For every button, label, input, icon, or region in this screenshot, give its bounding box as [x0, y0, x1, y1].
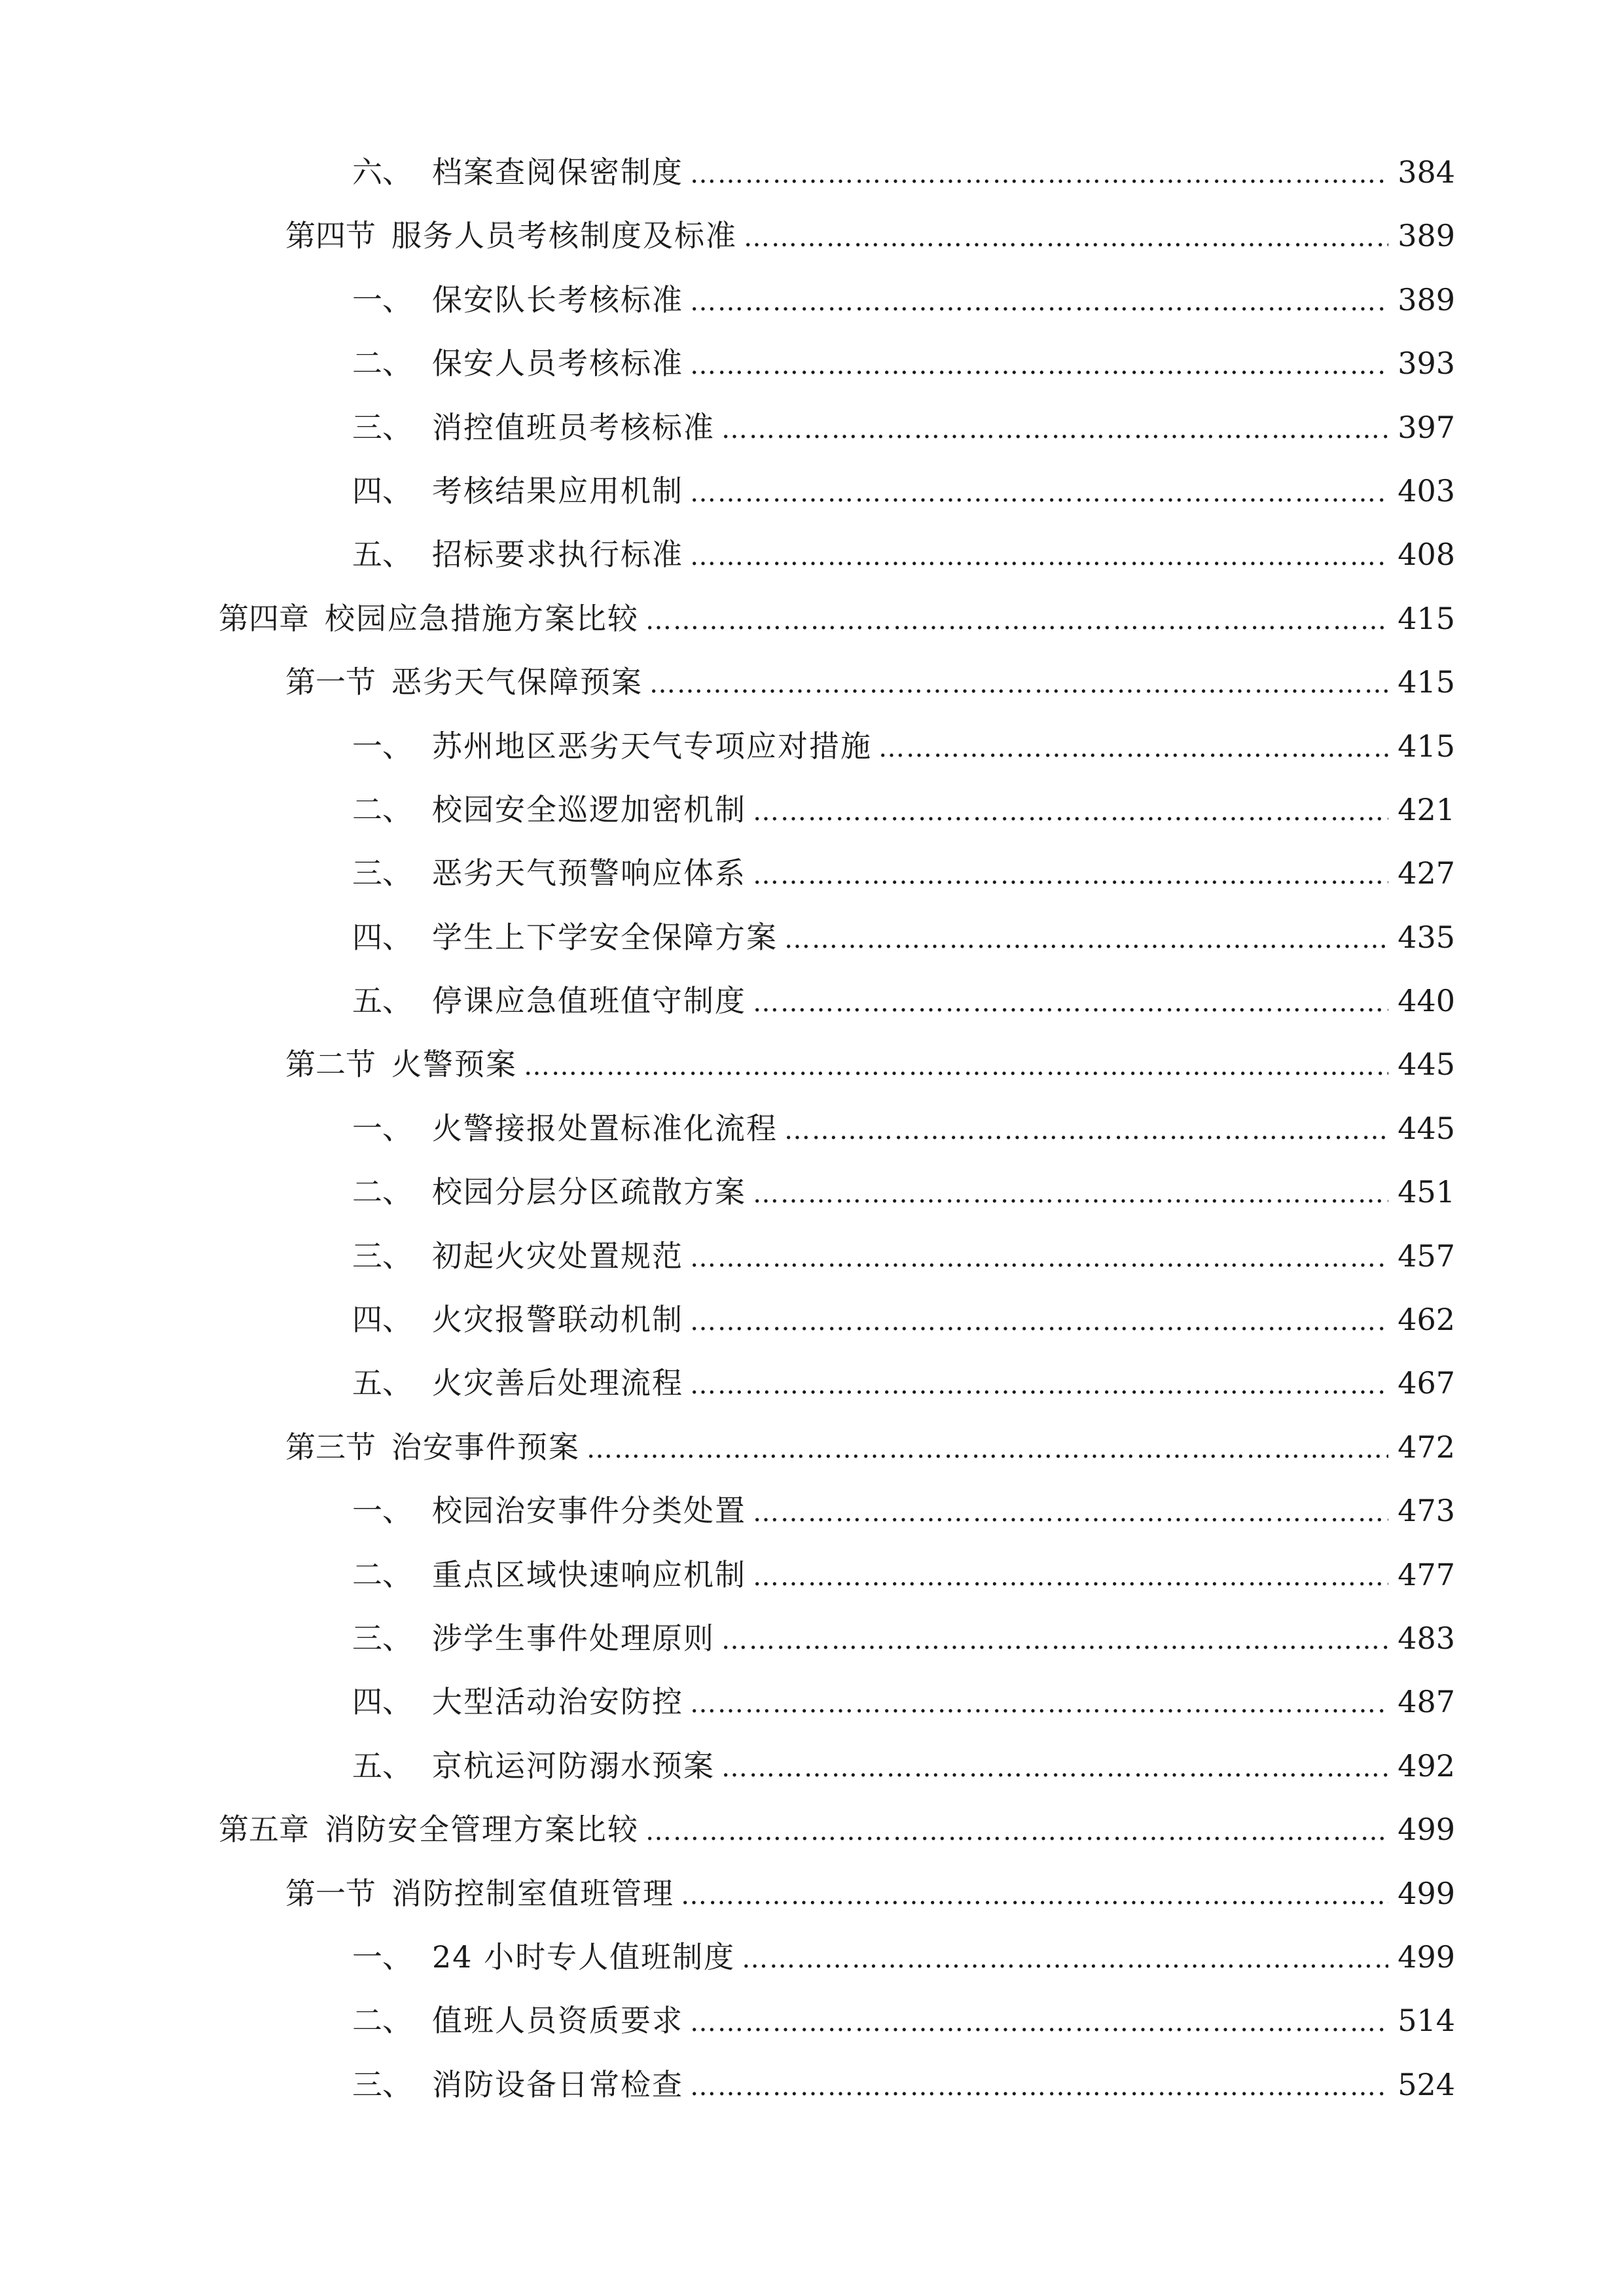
toc-entry-level-3[interactable]	[0, 396, 1624, 459]
toc-entry-level-3[interactable]	[0, 1225, 1624, 1288]
toc-dot-leader	[742, 1928, 1388, 1991]
toc-entry-number: 三、	[352, 1620, 412, 1656]
toc-entry-title: 火灾报警联动机制	[432, 1302, 683, 1338]
toc-entry-level-3[interactable]	[0, 906, 1624, 969]
toc-entry-number: 三、	[352, 2066, 412, 2102]
toc-entry-level-3[interactable]	[0, 332, 1624, 395]
toc-entry-number: 第五章	[219, 1812, 309, 1848]
toc-entry-level-3[interactable]	[0, 2053, 1624, 2117]
toc-entry-page-number: 451	[1398, 1174, 1455, 1210]
toc-entry-number: 一、	[352, 1493, 412, 1529]
toc-entry-title: 苏州地区恶劣天气专项应对措施	[432, 728, 872, 764]
toc-entry-number: 一、	[352, 728, 412, 764]
toc-entry-number: 三、	[352, 1238, 412, 1274]
toc-entry-level-1[interactable]	[0, 1798, 1624, 1861]
toc-dot-leader	[721, 1736, 1388, 1800]
toc-entry-page-number: 462	[1398, 1302, 1455, 1338]
toc-entry-level-3[interactable]	[0, 1989, 1624, 2053]
toc-entry-level-2[interactable]	[0, 651, 1624, 714]
toc-entry-number: 第二节	[285, 1047, 376, 1083]
toc-entry-number: 四、	[352, 919, 412, 955]
toc-dot-leader	[690, 1672, 1388, 1736]
toc-entry-number: 二、	[352, 1556, 412, 1592]
toc-entry-page-number: 473	[1398, 1493, 1455, 1529]
toc-entry-page-number: 415	[1398, 600, 1455, 636]
toc-entry-title: 校园分层分区疏散方案	[432, 1174, 746, 1210]
toc-entry-title: 24 小时专人值班制度	[432, 1939, 736, 1975]
toc-dot-leader	[753, 780, 1388, 844]
toc-dot-leader	[753, 1162, 1388, 1226]
toc-entry-level-3[interactable]	[0, 969, 1624, 1033]
toc-entry-page-number: 445	[1398, 1110, 1455, 1146]
toc-entry-title: 恶劣天气预警响应体系	[432, 855, 746, 891]
toc-entry-title: 大型活动治安防控	[432, 1684, 683, 1720]
toc-entry-page-number: 415	[1398, 728, 1455, 764]
toc-entry-title: 服务人员考核制度及标准	[391, 218, 737, 254]
toc-entry-page-number: 384	[1398, 154, 1455, 190]
toc-entry-number: 五、	[352, 537, 412, 573]
toc-entry-level-3[interactable]	[0, 141, 1624, 204]
toc-entry-title: 档案查阅保密制度	[432, 154, 683, 190]
toc-entry-level-2[interactable]	[0, 1862, 1624, 1926]
toc-entry-level-3[interactable]	[0, 778, 1624, 842]
toc-entry-title: 消控值班员考核标准	[432, 409, 715, 445]
toc-entry-level-3[interactable]	[0, 1479, 1624, 1543]
toc-dot-leader	[753, 1545, 1388, 1609]
toc-entry-page-number: 389	[1398, 218, 1455, 254]
toc-entry-level-3[interactable]	[0, 1288, 1624, 1352]
toc-entry-title: 考核结果应用机制	[432, 473, 683, 509]
toc-dot-leader	[690, 2055, 1388, 2119]
toc-dot-leader	[524, 1035, 1388, 1098]
toc-entry-level-3[interactable]	[0, 1607, 1624, 1670]
toc-dot-leader	[784, 908, 1388, 971]
toc-dot-leader	[690, 1991, 1388, 2054]
toc-dot-leader	[645, 589, 1388, 653]
toc-entry-number: 五、	[352, 1365, 412, 1401]
toc-entry-level-3[interactable]	[0, 459, 1624, 523]
toc-entry-number: 五、	[352, 983, 412, 1019]
toc-entry-page-number: 487	[1398, 1684, 1455, 1720]
toc-dot-leader	[690, 1227, 1388, 1290]
toc-entry-title: 重点区域快速响应机制	[432, 1556, 746, 1592]
toc-entry-number: 二、	[352, 1174, 412, 1210]
toc-entry-number: 四、	[352, 473, 412, 509]
toc-entry-number: 三、	[352, 855, 412, 891]
toc-entry-level-3[interactable]	[0, 1543, 1624, 1607]
toc-dot-leader	[753, 1481, 1388, 1545]
toc-entry-level-3[interactable]	[0, 842, 1624, 905]
toc-entry-title: 京杭运河防溺水预案	[432, 1748, 715, 1784]
toc-entry-level-3[interactable]	[0, 1352, 1624, 1415]
toc-entry-title: 校园应急措施方案比较	[325, 600, 639, 636]
toc-dot-leader	[645, 1800, 1388, 1863]
toc-dot-leader	[784, 1099, 1388, 1162]
toc-entry-number: 第一节	[285, 1875, 376, 1911]
toc-entry-title: 火警接报处置标准化流程	[432, 1110, 778, 1146]
toc-entry-page-number: 415	[1398, 664, 1455, 700]
toc-entry-number: 二、	[352, 2003, 412, 2039]
toc-dot-leader	[690, 1290, 1388, 1354]
toc-dot-leader	[690, 270, 1388, 334]
toc-entry-page-number: 492	[1398, 1748, 1455, 1784]
toc-entry-number: 第三节	[285, 1429, 376, 1465]
toc-entry-page-number: 408	[1398, 537, 1455, 573]
toc-dot-leader	[586, 1418, 1388, 1481]
toc-entry-level-2[interactable]	[0, 1416, 1624, 1479]
toc-entry-level-3[interactable]	[0, 715, 1624, 778]
toc-entry-number: 二、	[352, 346, 412, 382]
toc-entry-number: 五、	[352, 1748, 412, 1784]
toc-entry-number: 一、	[352, 281, 412, 317]
toc-entry-title: 治安事件预案	[391, 1429, 580, 1465]
toc-entry-level-3[interactable]	[0, 1160, 1624, 1224]
toc-entry-page-number: 472	[1398, 1429, 1455, 1465]
toc-entry-page-number: 477	[1398, 1556, 1455, 1592]
toc-entry-number: 第一节	[285, 664, 376, 700]
toc-dot-leader	[690, 461, 1388, 525]
toc-dot-leader	[753, 971, 1388, 1035]
toc-dot-leader	[721, 398, 1388, 461]
toc-entry-page-number: 403	[1398, 473, 1455, 509]
toc-entry-page-number: 389	[1398, 281, 1455, 317]
toc-entry-number: 四、	[352, 1302, 412, 1338]
toc-dot-leader	[721, 1609, 1388, 1672]
toc-entry-title: 初起火灾处置规范	[432, 1238, 683, 1274]
toc-entry-number: 六、	[352, 154, 412, 190]
toc-entry-title: 校园安全巡逻加密机制	[432, 791, 746, 827]
toc-entry-number: 第四章	[219, 600, 309, 636]
toc-entry-title: 火灾善后处理流程	[432, 1365, 683, 1401]
toc-entry-page-number: 445	[1398, 1047, 1455, 1083]
toc-entry-level-3[interactable]	[0, 1670, 1624, 1734]
toc-entry-title: 保安队长考核标准	[432, 281, 683, 317]
toc-entry-title: 消防设备日常检查	[432, 2066, 683, 2102]
toc-entry-level-3[interactable]	[0, 1926, 1624, 1989]
toc-entry-number: 一、	[352, 1939, 412, 1975]
toc-entry-page-number: 457	[1398, 1238, 1455, 1274]
toc-entry-number: 第四节	[285, 218, 376, 254]
toc-entry-page-number: 514	[1398, 2003, 1455, 2039]
toc-entry-page-number: 467	[1398, 1365, 1455, 1401]
toc-entry-level-3[interactable]	[0, 1097, 1624, 1160]
toc-entry-page-number: 499	[1398, 1875, 1455, 1911]
toc-dot-leader	[690, 1354, 1388, 1417]
toc-entry-title: 学生上下学安全保障方案	[432, 919, 778, 955]
toc-entry-level-3[interactable]	[0, 523, 1624, 586]
toc-entry-title: 火警预案	[391, 1047, 517, 1083]
toc-entry-title: 恶劣天气保障预案	[391, 664, 643, 700]
toc-entry-title: 消防安全管理方案比较	[325, 1812, 639, 1848]
toc-entry-page-number: 499	[1398, 1812, 1455, 1848]
toc-entry-page-number: 427	[1398, 855, 1455, 891]
toc-entry-title: 招标要求执行标准	[432, 537, 683, 573]
toc-entry-page-number: 524	[1398, 2066, 1455, 2102]
toc-entry-page-number: 397	[1398, 409, 1455, 445]
toc-entry-level-3[interactable]	[0, 268, 1624, 332]
toc-entry-title: 涉学生事件处理原则	[432, 1620, 715, 1656]
toc-entry-title: 值班人员资质要求	[432, 2003, 683, 2039]
toc-dot-leader	[878, 717, 1388, 780]
toc-dot-leader	[649, 653, 1388, 716]
toc-entry-page-number: 393	[1398, 346, 1455, 382]
toc-entry-number: 四、	[352, 1684, 412, 1720]
toc-entry-level-1[interactable]	[0, 587, 1624, 651]
toc-entry-title: 保安人员考核标准	[432, 346, 683, 382]
toc-dot-leader	[690, 334, 1388, 397]
toc-entry-number: 一、	[352, 1110, 412, 1146]
toc-entry-page-number: 483	[1398, 1620, 1455, 1656]
toc-dot-leader	[753, 844, 1388, 907]
toc-entry-level-3[interactable]	[0, 1734, 1624, 1798]
toc-entry-page-number: 435	[1398, 919, 1455, 955]
toc-entry-page-number: 421	[1398, 791, 1455, 827]
toc-entry-level-2[interactable]	[0, 1033, 1624, 1096]
toc-dot-leader	[681, 1864, 1388, 1928]
toc-entry-number: 二、	[352, 791, 412, 827]
toc-entry-page-number: 440	[1398, 983, 1455, 1019]
toc-entry-level-2[interactable]	[0, 204, 1624, 268]
toc-entry-title: 校园治安事件分类处置	[432, 1493, 746, 1529]
toc-dot-leader	[690, 143, 1388, 206]
toc-entry-number: 三、	[352, 409, 412, 445]
toc-dot-leader	[744, 206, 1388, 270]
toc-entry-title: 停课应急值班值守制度	[432, 983, 746, 1019]
toc-dot-leader	[690, 525, 1388, 588]
toc-entry-title: 消防控制室值班管理	[391, 1875, 674, 1911]
toc-entry-page-number: 499	[1398, 1939, 1455, 1975]
table-of-contents	[0, 141, 1624, 2117]
